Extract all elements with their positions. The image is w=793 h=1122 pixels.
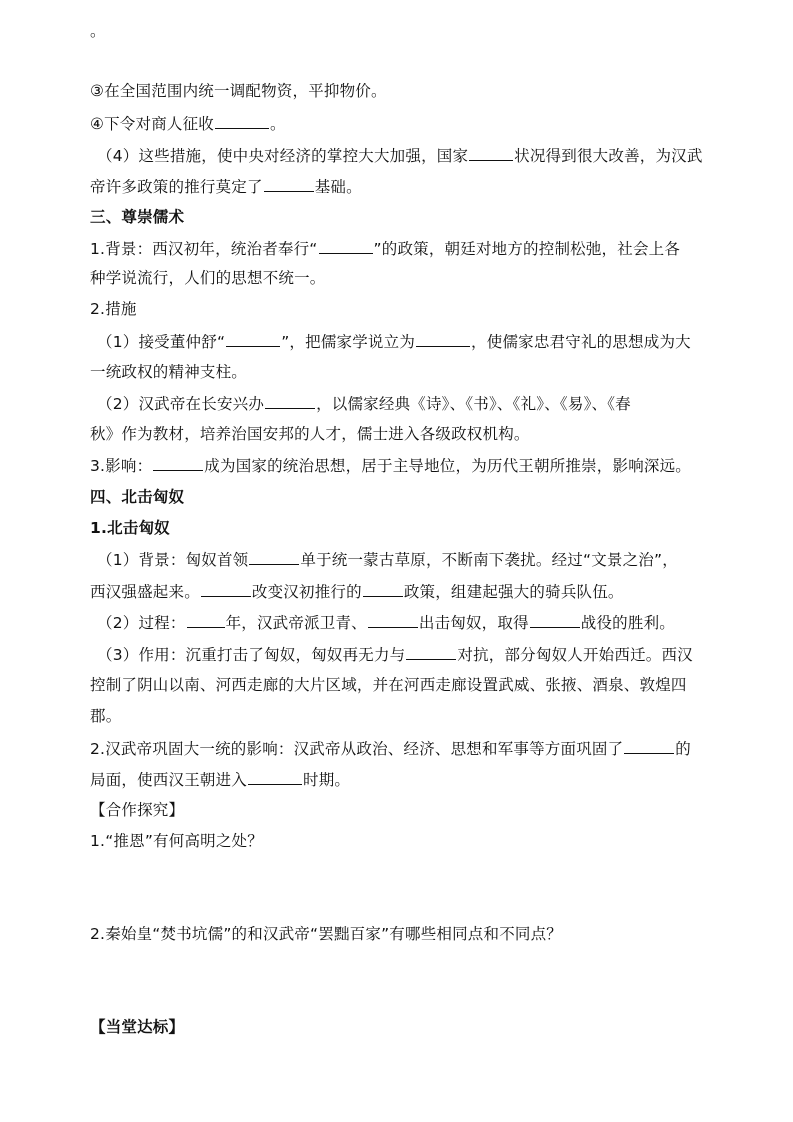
text-line: （1）接受董仲舒“ ”，把儒家学说立为 ，使儒家忠君守礼的思想成为大 — [97, 330, 717, 353]
text-line: 一统政权的精神支柱。 — [90, 363, 248, 381]
fill-blank[interactable] — [265, 392, 315, 409]
fill-blank[interactable] — [249, 548, 299, 565]
text-line: （1）背景：匈奴首领 单于统一蒙古草原，不断南下袭扰。经过“文景之治”， — [97, 548, 717, 571]
fill-blank[interactable] — [416, 330, 470, 347]
text-line: （3）作用：沉重打击了匈奴，匈奴再无力与 对抗，部分匈奴人开始西迁。西汉 — [97, 643, 717, 666]
fill-blank[interactable] — [363, 580, 403, 597]
question: 1.“推恩”有何高明之处？ — [90, 832, 263, 850]
text-line: 局面，使西汉王朝进入 时期。 — [90, 768, 710, 791]
fill-blank[interactable] — [215, 112, 269, 129]
text-line: 秋》作为教材，培养治国安邦的人才，儒士进入各级政权机构。 — [90, 425, 530, 443]
text-line: 3.影响： 成为国家的统治思想，居于主导地位，为历代王朝所推崇，影响深远。 — [90, 454, 710, 477]
fill-blank[interactable] — [264, 175, 314, 192]
fill-blank[interactable] — [368, 611, 418, 628]
fill-blank[interactable] — [319, 237, 373, 254]
text-line: 2.措施 — [90, 300, 137, 318]
text-line: 。 — [90, 22, 106, 40]
subsection-heading: 1.北击匈奴 — [90, 519, 170, 537]
question: 2.秦始皇“焚书坑儒”的和汉武帝“罢黜百家”有哪些相同点和不同点？ — [90, 925, 563, 943]
section-heading: 四、北击匈奴 — [90, 488, 185, 506]
fill-blank[interactable] — [530, 611, 580, 628]
text-line: 2.汉武帝巩固大一统的影响：汉武帝从政治、经济、思想和军事等方面巩固了 的 — [90, 737, 710, 760]
text-line: ④下令对商人征收 。 — [90, 112, 710, 135]
fill-blank[interactable] — [624, 737, 674, 754]
text-line: 西汉强盛起来。 改变汉初推行的 政策，组建起强大的骑兵队伍。 — [90, 580, 710, 603]
fill-blank[interactable] — [248, 768, 302, 785]
fill-blank[interactable] — [201, 580, 251, 597]
text-line: 1.背景：西汉初年，统治者奉行“ ”的政策，朝廷对地方的控制松弛，社会上各 — [90, 237, 710, 260]
text-line: 郡。 — [90, 707, 122, 725]
text-line: ③在全国范围内统一调配物资，平抑物价。 — [90, 82, 387, 100]
fill-blank[interactable] — [469, 144, 513, 161]
text-line: 帝许多政策的推行莫定了 基础。 — [90, 175, 710, 198]
text-line: 控制了阴山以南、河西走廊的大片区域，并在河西走廊设置武威、张掖、酒泉、敦煌四 — [90, 676, 687, 694]
fill-blank[interactable] — [187, 611, 225, 628]
section-label: 【当堂达标】 — [90, 1018, 185, 1036]
text-line: （2）过程： 年，汉武帝派卫青、 出击匈奴，取得 战役的胜利。 — [97, 611, 717, 634]
fill-blank[interactable] — [406, 643, 456, 660]
text-line: （2）汉武帝在长安兴办 ，以儒家经典《诗》、《书》、《礼》、《易》、《春 — [97, 392, 717, 415]
text-line: （4）这些措施，使中央对经济的掌控大大加强，国家 状况得到很大改善，为汉武 — [97, 144, 717, 167]
fill-blank[interactable] — [226, 330, 280, 347]
section-label: 【合作探究】 — [90, 801, 185, 819]
fill-blank[interactable] — [153, 454, 203, 471]
section-heading: 三、尊崇儒术 — [90, 208, 185, 226]
text-line: 种学说流行，人们的思想不统一。 — [90, 269, 326, 287]
